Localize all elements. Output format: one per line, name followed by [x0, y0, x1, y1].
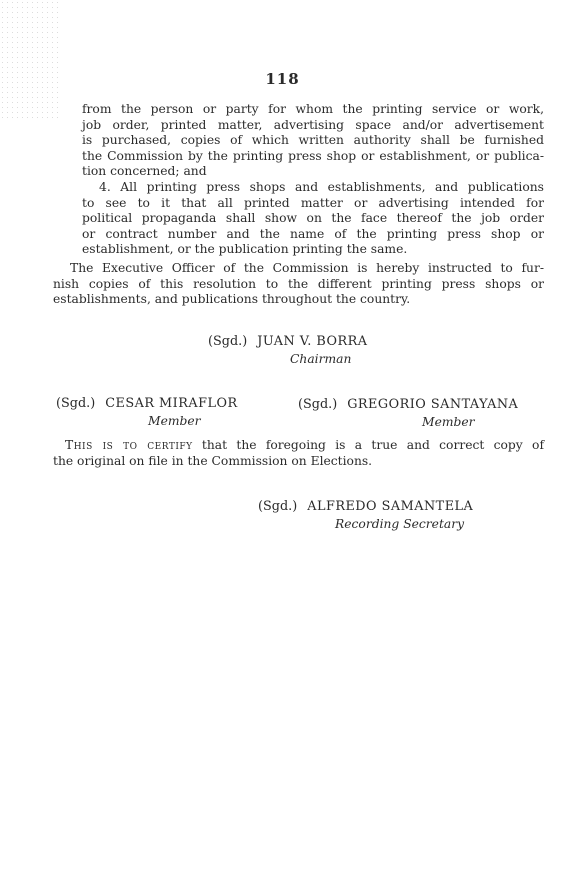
signatory-title: Recording Secretary	[335, 517, 465, 531]
signature-chairman	[208, 334, 368, 366]
paragraph-item-4	[82, 180, 544, 258]
signatory-title: Member	[422, 415, 475, 429]
text-line	[53, 438, 544, 454]
signatory-name: JUAN V. BORRA	[257, 334, 368, 349]
signatory-name: CESAR MIRAFLOR	[105, 396, 238, 411]
text-line: the Commission by the printing press shop or establishment, or publica-	[82, 148, 544, 163]
signature-member-2	[298, 397, 519, 429]
page-number: 118	[265, 70, 300, 88]
text-line: political propaganda shall show on the face thereof the job order	[82, 211, 544, 225]
text-line: from the person or party for whom the printing service or work,	[82, 102, 544, 116]
signature-secretary	[258, 499, 474, 531]
text-line: 4. All printing press shops and establishments, and publications	[99, 180, 544, 194]
text-line: nish copies of this resolution to the different printing press shops or	[53, 276, 544, 291]
certify-rest: that the foregoing is a true and correct copy of	[192, 438, 545, 452]
sgd-label: (Sgd.)	[258, 499, 298, 514]
signatory-name: GREGORIO SANTAYANA	[347, 397, 519, 412]
paragraph-instruction	[53, 261, 544, 308]
scan-noise	[0, 0, 60, 120]
text-line: The Executive Officer of the Commission is hereby instructed to fur-	[70, 261, 544, 275]
certification-paragraph	[53, 438, 544, 469]
sgd-label: (Sgd.)	[298, 397, 338, 412]
text-line: job order, printed matter, advertising space and/or advertisement	[82, 117, 544, 132]
sgd-label: (Sgd.)	[208, 334, 248, 349]
text-line: to see to it that all printed matter or advertising intended for	[82, 195, 544, 210]
text-line: the original on file in the Commission on Elections.	[53, 453, 373, 468]
signatory-title: Member	[148, 414, 201, 428]
text-line: or contract number and the name of the printing press shop or	[82, 226, 544, 241]
certify-lead: This is to certify	[65, 438, 193, 452]
text-line: establishment, or the publication printing the same.	[82, 242, 408, 256]
text-line: establishments, and publications throughout the country.	[53, 292, 411, 306]
text-line: tion concerned; and	[82, 164, 207, 178]
sgd-label: (Sgd.)	[56, 396, 96, 411]
signatory-title: Chairman	[290, 352, 352, 366]
signature-member-1	[56, 396, 238, 428]
paragraph-continuation	[82, 102, 544, 180]
signatory-name: ALFREDO SAMANTELA	[307, 499, 474, 514]
text-line: is purchased, copies of which written authority shall be furnished	[82, 133, 544, 147]
